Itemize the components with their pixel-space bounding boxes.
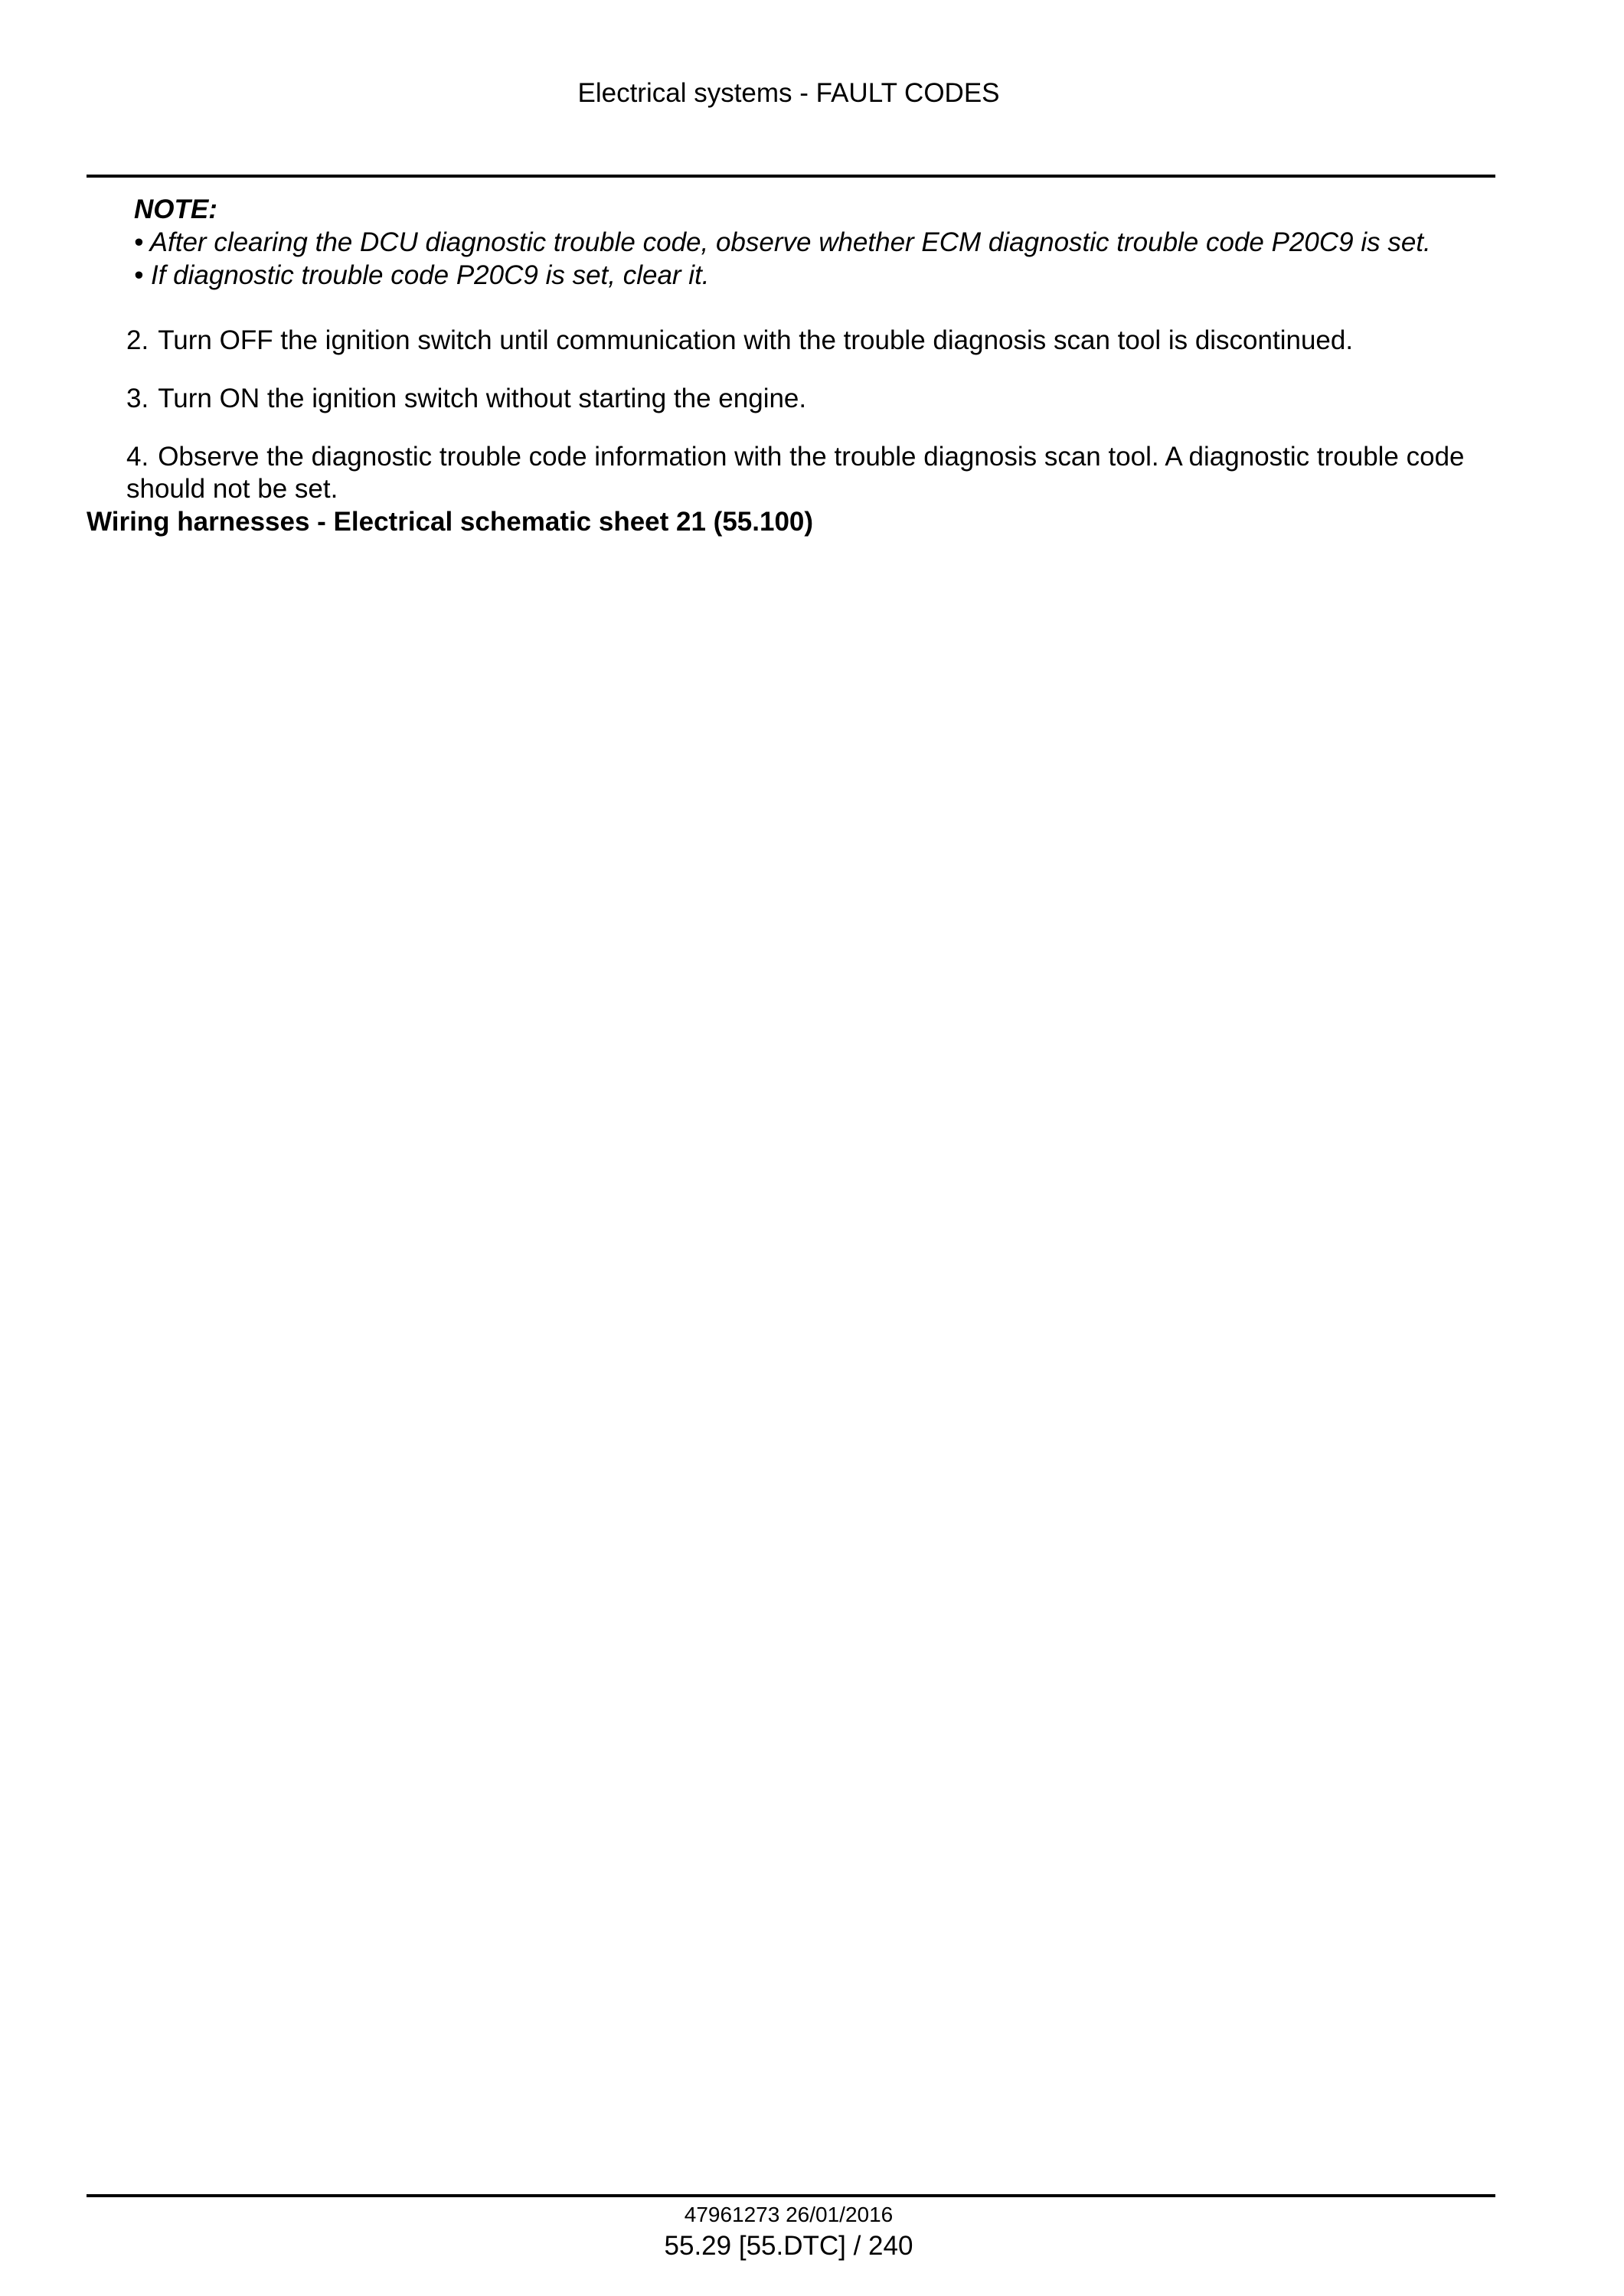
note-title: NOTE: [134, 194, 217, 224]
note-block [134, 193, 1512, 292]
step-text: Turn ON the ignition switch without starting the engine. [158, 384, 807, 413]
footer-document-reference: 47961273 26/01/2016 [684, 2203, 894, 2226]
step-text: Observe the diagnostic trouble code information with the trouble diagnosis scan tool. A diagnostic trouble code should not be set. [126, 442, 1465, 504]
footer-divider [87, 2194, 1495, 2197]
header-divider [87, 175, 1495, 178]
step-number: 2. [126, 325, 149, 355]
note-line: • After clearing the DCU diagnostic trouble code, observe whether ECM diagnostic trouble code P20C9 is set. [134, 227, 1431, 257]
step-item [126, 325, 1497, 357]
step-number: 4. [126, 442, 149, 472]
step-text: Turn OFF the ignition switch until communication with the trouble diagnosis scan tool is discontinued. [158, 325, 1354, 355]
step-item [126, 383, 1497, 415]
section-heading: Wiring harnesses - Electrical schematic sheet 21 (55.100) [87, 507, 814, 537]
note-line: • If diagnostic trouble code P20C9 is set, clear it. [134, 260, 710, 290]
footer-page-number: 55.29 [55.DTC] / 240 [664, 2231, 913, 2261]
step-item [126, 441, 1497, 505]
step-number: 3. [126, 384, 149, 413]
page-header-title: Electrical systems - FAULT CODES [577, 78, 1000, 108]
